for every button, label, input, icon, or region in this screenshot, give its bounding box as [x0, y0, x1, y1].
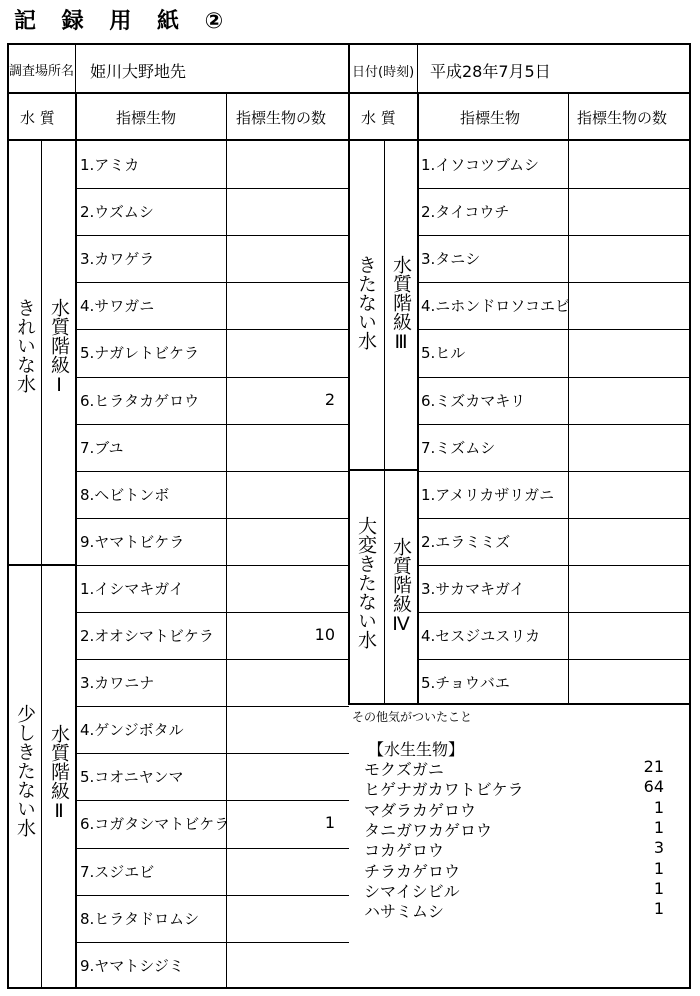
organism-name: 9.ヤマトシジミ: [80, 957, 184, 975]
organism-name: 3.カワニナ: [80, 674, 155, 692]
organism-name: 1.アミカ: [80, 156, 140, 174]
notes-heading: 【水生生物】: [368, 740, 465, 759]
organism-name: 7.スジエビ: [80, 863, 155, 881]
organism-count[interactable]: 1: [324, 813, 335, 832]
notes-item: [364, 859, 664, 879]
organism-count[interactable]: 10: [314, 625, 335, 644]
notes-item-count: 1: [653, 899, 664, 919]
row-divider: [77, 895, 349, 896]
notes-item: [364, 838, 664, 861]
row-divider: [418, 424, 691, 425]
row-divider: [77, 848, 349, 849]
col-quality-left: 水 質: [20, 109, 55, 127]
organism-name: 1.イシマキガイ: [80, 580, 184, 598]
row-divider: [418, 518, 691, 519]
organism-count[interactable]: 2: [324, 390, 335, 409]
row-divider: [418, 471, 691, 472]
row-divider: [77, 612, 349, 613]
organism-name: 5.チョウバエ: [421, 674, 510, 692]
col-organism-right: 指標生物: [460, 109, 521, 127]
group3-quality: きたない水: [355, 255, 377, 350]
row-divider: [418, 282, 691, 283]
notes-label: その他気がついたこと: [352, 710, 473, 724]
organism-name: 3.サカマキガイ: [421, 580, 525, 598]
notes-item: [364, 899, 664, 922]
date-value: 平成28年7月5日: [430, 62, 551, 81]
date-label: 日付(時刻): [352, 65, 415, 80]
organism-name: 4.ゲンジボタル: [80, 721, 184, 739]
site-label: 調査場所名: [9, 64, 75, 79]
organism-name: 8.ヘビトンボ: [80, 486, 170, 504]
row-divider: [418, 377, 691, 378]
row-divider: [77, 753, 349, 754]
organism-name: 2.オオシマトビケラ: [80, 627, 214, 645]
notes-item-count: 3: [653, 838, 664, 858]
organism-name: 1.アメリカザリガニ: [421, 486, 555, 504]
notes-item-name: モクズガニ: [364, 760, 444, 779]
notes-item-name: チラカゲロウ: [364, 861, 461, 881]
organism-name: 4.サワガニ: [80, 297, 155, 315]
organism-name: 2.タイコウチ: [421, 203, 510, 221]
col-organism-left: 指標生物: [116, 109, 177, 127]
page-title: 記 録 用 紙 ②: [14, 9, 233, 34]
organism-name: 7.ブユ: [80, 439, 124, 457]
organism-name: 5.コオニヤンマ: [80, 768, 184, 786]
row-divider: [77, 518, 349, 519]
organism-name: 6.ミズカマキリ: [421, 392, 526, 410]
row-divider: [77, 706, 349, 707]
notes-item-count: 1: [653, 817, 664, 837]
notes-item-count: 21: [643, 757, 664, 776]
notes-item: [364, 757, 664, 777]
row-divider: [418, 188, 691, 189]
notes-item-name: ハサミムシ: [364, 902, 445, 922]
notes-item-count: 64: [643, 777, 664, 797]
organism-name: 1.イソコツブムシ: [421, 156, 539, 174]
row-divider: [418, 659, 691, 660]
organism-name: 3.タニシ: [421, 250, 481, 268]
col-count-right: 指標生物の数: [577, 109, 668, 127]
notes-item-name: タニガワカゲロウ: [364, 820, 493, 840]
notes-item-count: 1: [653, 878, 664, 898]
group2-grade: 水質階級Ⅱ: [48, 724, 70, 822]
organism-name: 5.ナガレトビケラ: [80, 344, 200, 362]
row-divider: [77, 565, 349, 566]
notes-item: [364, 798, 664, 818]
row-divider: [77, 329, 349, 330]
site-value: 姫川大野地先: [90, 62, 187, 81]
row-divider: [77, 942, 349, 943]
organism-name: 2.エラミミズ: [421, 533, 511, 551]
group3-grade: 水質階級Ⅲ: [390, 255, 412, 353]
notes-item-name: シマイシビル: [364, 881, 460, 901]
organism-name: 2.ウズムシ: [80, 203, 154, 221]
group1-grade: 水質階級Ⅰ: [48, 298, 70, 396]
group1-quality: きれいな水: [14, 298, 36, 393]
row-divider: [418, 612, 691, 613]
notes-item: [364, 777, 664, 800]
notes-item: [364, 818, 664, 838]
col-quality-right: 水 質: [361, 109, 396, 127]
organism-name: 6.コガタシマトビケラ: [80, 815, 230, 833]
notes-item-name: マダラカゲロウ: [364, 800, 477, 820]
row-divider: [77, 235, 349, 236]
notes-item-name: コカゲロウ: [364, 841, 445, 861]
organism-name: 8.ヒラタドロムシ: [80, 910, 200, 928]
row-divider: [418, 235, 691, 236]
notes-item-name: ヒゲナガカワトビケラ: [364, 780, 524, 800]
group2-quality: 少しきたない水: [14, 704, 36, 837]
row-divider: [77, 424, 349, 425]
row-divider: [77, 188, 349, 189]
row-divider: [77, 659, 349, 660]
row-divider: [77, 800, 349, 801]
notes-item-count: 1: [653, 797, 664, 817]
notes-item-count: 1: [653, 858, 664, 878]
group4-quality: 大変きたない水: [355, 516, 377, 649]
row-divider: [418, 329, 691, 330]
organism-name: 6.ヒラタカゲロウ: [80, 392, 200, 410]
organism-name: 5.ヒル: [421, 344, 466, 362]
organism-name: 7.ミズムシ: [421, 439, 496, 457]
row-divider: [77, 377, 349, 378]
row-divider: [77, 471, 349, 472]
group4-grade: 水質階級Ⅳ: [390, 537, 412, 635]
organism-name: 4.ニホンドロソコエビ: [421, 297, 571, 315]
col-count-left: 指標生物の数: [236, 109, 327, 127]
organism-name: 9.ヤマトビケラ: [80, 533, 185, 551]
row-divider: [418, 565, 691, 566]
organism-name: 4.セスジユスリカ: [421, 627, 541, 645]
organism-name: 3.カワゲラ: [80, 250, 155, 268]
notes-item: [364, 879, 664, 899]
row-divider: [77, 282, 349, 283]
